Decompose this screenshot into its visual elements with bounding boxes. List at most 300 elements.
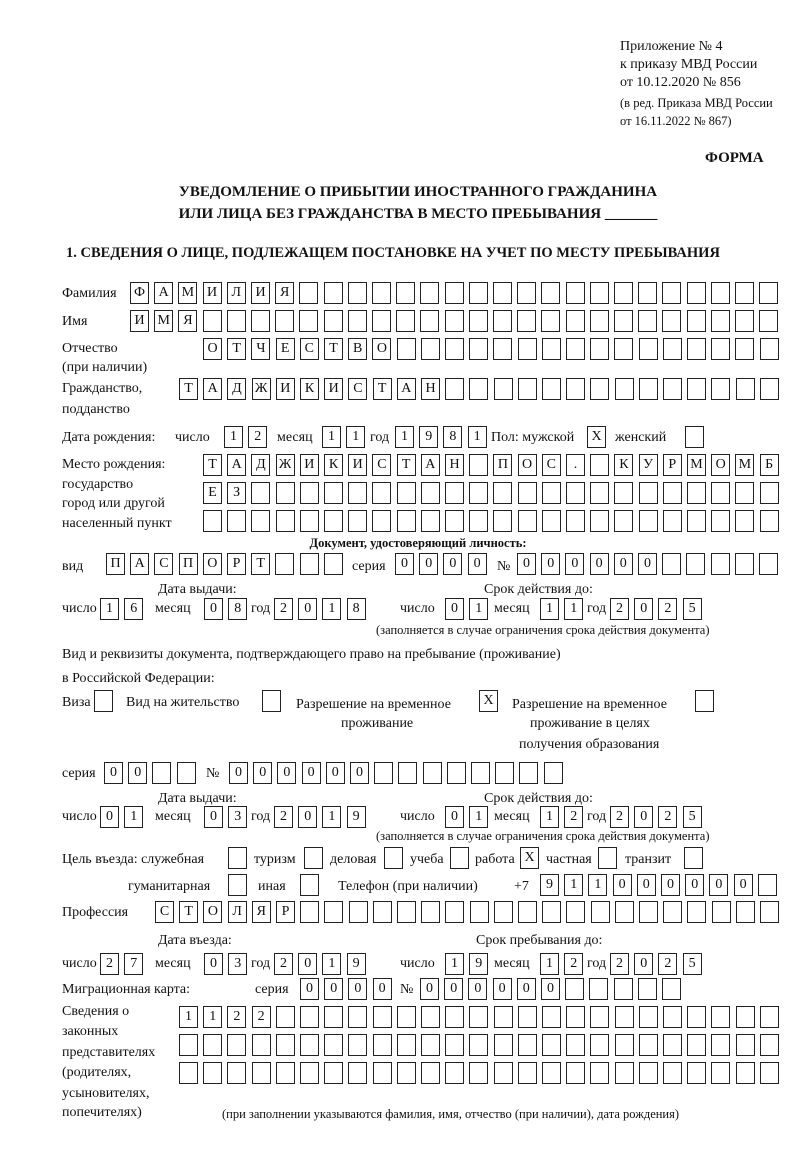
birthplace-line2-char-box[interactable]	[614, 482, 633, 504]
mc-number-char-box[interactable]: 0	[420, 978, 439, 1000]
birthplace-line3-char-box[interactable]	[227, 510, 246, 532]
mc-number-char-box[interactable]: 0	[444, 978, 463, 1000]
reps-line3-char-box[interactable]	[421, 1062, 440, 1084]
citizenship-char-box[interactable]	[736, 378, 755, 400]
birthplace-line3-char-box[interactable]	[421, 510, 440, 532]
reps-line2-char-box[interactable]	[566, 1034, 585, 1056]
reps-line1-char-box[interactable]	[276, 1006, 295, 1028]
citizenship-char-box[interactable]	[615, 378, 634, 400]
id-doc-year-char-box[interactable]: 8	[347, 598, 366, 620]
citizenship-char-box[interactable]	[639, 378, 658, 400]
id-doc-number-char-box[interactable]	[711, 553, 730, 575]
id-doc-kind-char-box[interactable]: Т	[251, 553, 270, 575]
profession-char-box[interactable]: Р	[276, 901, 295, 923]
profession-char-box[interactable]	[687, 901, 706, 923]
birthplace-line1-char-box[interactable]: Н	[445, 454, 464, 476]
reps-line2-char-box[interactable]	[494, 1034, 513, 1056]
reps-line1-char-box[interactable]: 1	[203, 1006, 222, 1028]
birthplace-line3-char-box[interactable]	[542, 510, 561, 532]
reps-line2-char-box[interactable]	[324, 1034, 343, 1056]
citizenship-char-box[interactable]: И	[276, 378, 295, 400]
reps-line3-char-box[interactable]	[687, 1062, 706, 1084]
birthplace-line1-char-box[interactable]: М	[687, 454, 706, 476]
entry-end-month-char-box[interactable]: 1	[540, 953, 559, 975]
birth-month-char-box[interactable]: 1	[322, 426, 341, 448]
id-doc-kind-char-box[interactable]: Р	[227, 553, 246, 575]
patronymic-char-box[interactable]	[445, 338, 464, 360]
res-doc-end-year-char-box[interactable]: 0	[634, 806, 653, 828]
id-doc-number-char-box[interactable]: 0	[614, 553, 633, 575]
surname-char-box[interactable]	[687, 282, 706, 304]
mc-number-char-box[interactable]	[589, 978, 608, 1000]
birthplace-line2-char-box[interactable]	[493, 482, 512, 504]
res-doc-number-char-box[interactable]	[519, 762, 538, 784]
surname-char-box[interactable]	[324, 282, 343, 304]
profession-char-box[interactable]	[736, 901, 755, 923]
citizenship-char-box[interactable]	[469, 378, 488, 400]
reps-line2-char-box[interactable]	[227, 1034, 246, 1056]
birthplace-line3-char-box[interactable]	[566, 510, 585, 532]
id-doc-series-char-box[interactable]: 0	[395, 553, 414, 575]
citizenship-char-box[interactable]	[542, 378, 561, 400]
res-doc-number-char-box[interactable]	[374, 762, 393, 784]
profession-char-box[interactable]	[615, 901, 634, 923]
birthplace-line3-char-box[interactable]	[518, 510, 537, 532]
surname-char-box[interactable]: Я	[275, 282, 294, 304]
mc-series-char-box[interactable]: 0	[324, 978, 343, 1000]
entry-end-year-char-box[interactable]: 5	[683, 953, 702, 975]
reps-line2-char-box[interactable]	[252, 1034, 271, 1056]
entry-day-char-box[interactable]: 2	[100, 953, 119, 975]
reps-line1-char-box[interactable]	[373, 1006, 392, 1028]
id-doc-number-char-box[interactable]	[686, 553, 705, 575]
mc-number-char-box[interactable]: 0	[541, 978, 560, 1000]
surname-char-box[interactable]	[348, 282, 367, 304]
entry-end-month-char-box[interactable]: 2	[564, 953, 583, 975]
name-char-box[interactable]	[203, 310, 222, 332]
citizenship-char-box[interactable]	[518, 378, 537, 400]
sex-male-checkbox[interactable]: X	[587, 426, 606, 448]
name-char-box[interactable]	[372, 310, 391, 332]
reps-line1-char-box[interactable]	[469, 1006, 488, 1028]
patronymic-char-box[interactable]: О	[203, 338, 222, 360]
profession-char-box[interactable]: С	[155, 901, 174, 923]
reps-line1-char-box[interactable]	[445, 1006, 464, 1028]
citizenship-char-box[interactable]	[663, 378, 682, 400]
reps-line2-char-box[interactable]	[445, 1034, 464, 1056]
res-doc-number-char-box[interactable]: 0	[229, 762, 248, 784]
birthplace-line1-char-box[interactable]: .	[566, 454, 585, 476]
birthplace-line1-char-box[interactable]: С	[542, 454, 561, 476]
reps-line3-char-box[interactable]	[179, 1062, 198, 1084]
reps-line3-char-box[interactable]	[227, 1062, 246, 1084]
citizenship-char-box[interactable]: Т	[373, 378, 392, 400]
profession-char-box[interactable]: Т	[179, 901, 198, 923]
res-doc-day-char-box[interactable]: 0	[100, 806, 119, 828]
res-doc-year-char-box[interactable]: 9	[347, 806, 366, 828]
surname-char-box[interactable]	[614, 282, 633, 304]
citizenship-char-box[interactable]: С	[348, 378, 367, 400]
mc-series-char-box[interactable]: 0	[373, 978, 392, 1000]
reps-line2-char-box[interactable]	[421, 1034, 440, 1056]
surname-char-box[interactable]	[662, 282, 681, 304]
birthplace-line1-char-box[interactable]: Ж	[276, 454, 295, 476]
birthplace-line3-char-box[interactable]	[251, 510, 270, 532]
reps-line3-char-box[interactable]	[736, 1062, 755, 1084]
purpose-business-checkbox[interactable]	[384, 847, 403, 869]
id-doc-number-char-box[interactable]	[735, 553, 754, 575]
reps-line1-char-box[interactable]: 2	[252, 1006, 271, 1028]
reps-line1-char-box[interactable]	[711, 1006, 730, 1028]
birthplace-line2-char-box[interactable]	[348, 482, 367, 504]
profession-char-box[interactable]	[445, 901, 464, 923]
reps-line3-char-box[interactable]	[203, 1062, 222, 1084]
phone-char-box[interactable]: 1	[564, 874, 583, 896]
surname-char-box[interactable]	[638, 282, 657, 304]
purpose-study-checkbox[interactable]	[450, 847, 469, 869]
purpose-other-checkbox[interactable]	[300, 874, 319, 896]
reps-line2-char-box[interactable]	[276, 1034, 295, 1056]
res-doc-year-char-box[interactable]: 1	[322, 806, 341, 828]
surname-char-box[interactable]: И	[203, 282, 222, 304]
reps-line2-char-box[interactable]	[760, 1034, 779, 1056]
patronymic-char-box[interactable]	[663, 338, 682, 360]
birthplace-line3-char-box[interactable]	[663, 510, 682, 532]
profession-char-box[interactable]	[494, 901, 513, 923]
id-doc-end-day-char-box[interactable]: 0	[445, 598, 464, 620]
reps-line3-char-box[interactable]	[373, 1062, 392, 1084]
id-doc-kind-char-box[interactable]: С	[154, 553, 173, 575]
id-doc-year-char-box[interactable]: 0	[298, 598, 317, 620]
id-doc-number-char-box[interactable]: 0	[541, 553, 560, 575]
res-doc-number-char-box[interactable]	[471, 762, 490, 784]
id-doc-kind-char-box[interactable]: О	[203, 553, 222, 575]
mc-number-char-box[interactable]	[614, 978, 633, 1000]
patronymic-char-box[interactable]	[493, 338, 512, 360]
birthplace-line2-char-box[interactable]	[324, 482, 343, 504]
entry-year-char-box[interactable]: 2	[274, 953, 293, 975]
patronymic-char-box[interactable]: О	[372, 338, 391, 360]
name-char-box[interactable]	[662, 310, 681, 332]
id-doc-month-char-box[interactable]: 0	[204, 598, 223, 620]
reps-line2-char-box[interactable]	[469, 1034, 488, 1056]
id-doc-month-char-box[interactable]: 8	[228, 598, 247, 620]
birthplace-line1-char-box[interactable]: И	[300, 454, 319, 476]
name-char-box[interactable]	[759, 310, 778, 332]
surname-char-box[interactable]	[711, 282, 730, 304]
birthplace-line1-char-box[interactable]: Д	[251, 454, 270, 476]
id-doc-end-month-char-box[interactable]: 1	[564, 598, 583, 620]
name-char-box[interactable]	[275, 310, 294, 332]
res-doc-month-char-box[interactable]: 3	[228, 806, 247, 828]
birthplace-line1-char-box[interactable]	[590, 454, 609, 476]
reps-line2-char-box[interactable]	[518, 1034, 537, 1056]
profession-char-box[interactable]	[591, 901, 610, 923]
reps-line2-char-box[interactable]	[590, 1034, 609, 1056]
res-doc-end-year-char-box[interactable]: 5	[683, 806, 702, 828]
profession-char-box[interactable]	[566, 901, 585, 923]
entry-year-char-box[interactable]: 0	[298, 953, 317, 975]
citizenship-char-box[interactable]	[687, 378, 706, 400]
patronymic-char-box[interactable]	[687, 338, 706, 360]
phone-char-box[interactable]: 9	[540, 874, 559, 896]
birthplace-line3-char-box[interactable]	[300, 510, 319, 532]
res-doc-number-char-box[interactable]	[495, 762, 514, 784]
id-doc-series-char-box[interactable]: 0	[468, 553, 487, 575]
citizenship-char-box[interactable]: Т	[179, 378, 198, 400]
surname-char-box[interactable]	[493, 282, 512, 304]
birthplace-line2-char-box[interactable]	[469, 482, 488, 504]
profession-char-box[interactable]	[300, 901, 319, 923]
surname-char-box[interactable]: И	[251, 282, 270, 304]
reps-line3-char-box[interactable]	[518, 1062, 537, 1084]
name-char-box[interactable]	[735, 310, 754, 332]
profession-char-box[interactable]	[349, 901, 368, 923]
birthplace-line3-char-box[interactable]	[735, 510, 754, 532]
birthplace-line3-char-box[interactable]	[445, 510, 464, 532]
id-doc-number-char-box[interactable]: 0	[565, 553, 584, 575]
birthplace-line3-char-box[interactable]	[348, 510, 367, 532]
reps-line2-char-box[interactable]	[348, 1034, 367, 1056]
birthplace-line1-char-box[interactable]: Т	[203, 454, 222, 476]
id-doc-end-year-char-box[interactable]: 2	[610, 598, 629, 620]
patronymic-char-box[interactable]: Т	[227, 338, 246, 360]
profession-char-box[interactable]	[373, 901, 392, 923]
profession-char-box[interactable]	[470, 901, 489, 923]
birthplace-line1-char-box[interactable]: Т	[397, 454, 416, 476]
id-doc-end-year-char-box[interactable]: 0	[634, 598, 653, 620]
reps-line2-char-box[interactable]	[397, 1034, 416, 1056]
mc-series-char-box[interactable]: 0	[348, 978, 367, 1000]
patronymic-char-box[interactable]	[614, 338, 633, 360]
birth-year-char-box[interactable]: 1	[468, 426, 487, 448]
birthplace-line1-char-box[interactable]	[469, 454, 488, 476]
surname-char-box[interactable]: А	[154, 282, 173, 304]
surname-char-box[interactable]	[445, 282, 464, 304]
res-doc-series-char-box[interactable]	[177, 762, 196, 784]
birthplace-line2-char-box[interactable]	[518, 482, 537, 504]
res-doc-end-day-char-box[interactable]: 1	[469, 806, 488, 828]
id-doc-year-char-box[interactable]: 2	[274, 598, 293, 620]
patronymic-char-box[interactable]: В	[348, 338, 367, 360]
res-doc-end-year-char-box[interactable]: 2	[610, 806, 629, 828]
name-char-box[interactable]	[541, 310, 560, 332]
citizenship-char-box[interactable]	[494, 378, 513, 400]
reps-line1-char-box[interactable]	[736, 1006, 755, 1028]
patronymic-char-box[interactable]	[566, 338, 585, 360]
birthplace-line1-char-box[interactable]: О	[711, 454, 730, 476]
res-doc-number-char-box[interactable]	[447, 762, 466, 784]
reps-line1-char-box[interactable]	[590, 1006, 609, 1028]
birthplace-line1-char-box[interactable]: К	[324, 454, 343, 476]
birthplace-line1-char-box[interactable]: Б	[760, 454, 779, 476]
citizenship-char-box[interactable]: А	[203, 378, 222, 400]
birthplace-line2-char-box[interactable]: З	[227, 482, 246, 504]
name-char-box[interactable]	[469, 310, 488, 332]
name-char-box[interactable]	[348, 310, 367, 332]
mc-series-char-box[interactable]: 0	[300, 978, 319, 1000]
res-doc-series-char-box[interactable]	[152, 762, 171, 784]
res-doc-number-char-box[interactable]: 0	[326, 762, 345, 784]
name-char-box[interactable]	[517, 310, 536, 332]
surname-char-box[interactable]	[517, 282, 536, 304]
res-doc-year-char-box[interactable]: 2	[274, 806, 293, 828]
reps-line3-char-box[interactable]	[711, 1062, 730, 1084]
birthplace-line3-char-box[interactable]	[203, 510, 222, 532]
phone-char-box[interactable]: 0	[637, 874, 656, 896]
citizenship-char-box[interactable]	[445, 378, 464, 400]
id-doc-series-char-box[interactable]: 0	[443, 553, 462, 575]
reps-line3-char-box[interactable]	[566, 1062, 585, 1084]
reps-line2-char-box[interactable]	[663, 1034, 682, 1056]
profession-char-box[interactable]	[760, 901, 779, 923]
surname-char-box[interactable]	[396, 282, 415, 304]
profession-char-box[interactable]	[712, 901, 731, 923]
birthplace-line2-char-box[interactable]	[276, 482, 295, 504]
birthplace-line3-char-box[interactable]	[760, 510, 779, 532]
patronymic-char-box[interactable]	[469, 338, 488, 360]
visa-checkbox[interactable]	[94, 690, 113, 712]
surname-char-box[interactable]	[759, 282, 778, 304]
id-doc-day-char-box[interactable]: 1	[100, 598, 119, 620]
temp-edu-checkbox[interactable]	[695, 690, 714, 712]
citizenship-char-box[interactable]: Н	[421, 378, 440, 400]
citizenship-char-box[interactable]: Ж	[252, 378, 271, 400]
patronymic-char-box[interactable]	[735, 338, 754, 360]
patronymic-char-box[interactable]	[397, 338, 416, 360]
reps-line1-char-box[interactable]	[421, 1006, 440, 1028]
patronymic-char-box[interactable]	[711, 338, 730, 360]
id-doc-kind-char-box[interactable]	[275, 553, 294, 575]
reps-line2-char-box[interactable]	[711, 1034, 730, 1056]
citizenship-char-box[interactable]: Д	[227, 378, 246, 400]
reps-line1-char-box[interactable]	[494, 1006, 513, 1028]
birthplace-line1-char-box[interactable]: О	[518, 454, 537, 476]
res-doc-end-month-char-box[interactable]: 2	[564, 806, 583, 828]
patronymic-char-box[interactable]: Е	[276, 338, 295, 360]
patronymic-char-box[interactable]: С	[300, 338, 319, 360]
birthplace-line2-char-box[interactable]	[542, 482, 561, 504]
res-doc-number-char-box[interactable]: 0	[350, 762, 369, 784]
name-char-box[interactable]	[420, 310, 439, 332]
birthplace-line1-char-box[interactable]: А	[227, 454, 246, 476]
surname-char-box[interactable]	[372, 282, 391, 304]
reps-line1-char-box[interactable]: 2	[227, 1006, 246, 1028]
reps-line2-char-box[interactable]	[687, 1034, 706, 1056]
res-doc-end-month-char-box[interactable]: 1	[540, 806, 559, 828]
entry-day-char-box[interactable]: 7	[124, 953, 143, 975]
mc-number-char-box[interactable]	[565, 978, 584, 1000]
birthplace-line2-char-box[interactable]	[687, 482, 706, 504]
birth-year-char-box[interactable]: 8	[443, 426, 462, 448]
purpose-transit-checkbox[interactable]	[684, 847, 703, 869]
residence-permit-checkbox[interactable]	[262, 690, 281, 712]
surname-char-box[interactable]	[566, 282, 585, 304]
surname-char-box[interactable]: Ф	[130, 282, 149, 304]
patronymic-char-box[interactable]	[590, 338, 609, 360]
surname-char-box[interactable]	[420, 282, 439, 304]
id-doc-kind-char-box[interactable]	[300, 553, 319, 575]
birth-month-char-box[interactable]: 1	[346, 426, 365, 448]
birthplace-line3-char-box[interactable]	[711, 510, 730, 532]
reps-line2-char-box[interactable]	[615, 1034, 634, 1056]
res-doc-number-char-box[interactable]	[423, 762, 442, 784]
profession-char-box[interactable]	[397, 901, 416, 923]
res-doc-series-char-box[interactable]: 0	[104, 762, 123, 784]
phone-char-box[interactable]: 0	[613, 874, 632, 896]
birthplace-line1-char-box[interactable]: А	[421, 454, 440, 476]
name-char-box[interactable]: И	[130, 310, 149, 332]
mc-number-char-box[interactable]: 0	[517, 978, 536, 1000]
id-doc-series-char-box[interactable]: 0	[419, 553, 438, 575]
patronymic-char-box[interactable]	[639, 338, 658, 360]
reps-line1-char-box[interactable]	[566, 1006, 585, 1028]
phone-char-box[interactable]: 0	[661, 874, 680, 896]
birthplace-line3-char-box[interactable]	[687, 510, 706, 532]
mc-number-char-box[interactable]: 0	[493, 978, 512, 1000]
entry-month-char-box[interactable]: 0	[204, 953, 223, 975]
birthplace-line2-char-box[interactable]	[735, 482, 754, 504]
birthplace-line3-char-box[interactable]	[276, 510, 295, 532]
purpose-humanitarian-checkbox[interactable]	[228, 874, 247, 896]
purpose-private-checkbox[interactable]	[598, 847, 617, 869]
name-char-box[interactable]	[251, 310, 270, 332]
patronymic-char-box[interactable]	[760, 338, 779, 360]
birthplace-line1-char-box[interactable]: И	[348, 454, 367, 476]
entry-end-year-char-box[interactable]: 2	[658, 953, 677, 975]
res-doc-number-char-box[interactable]: 0	[253, 762, 272, 784]
entry-year-char-box[interactable]: 1	[322, 953, 341, 975]
birthplace-line3-char-box[interactable]	[397, 510, 416, 532]
reps-line3-char-box[interactable]	[300, 1062, 319, 1084]
res-doc-number-char-box[interactable]	[398, 762, 417, 784]
phone-char-box[interactable]: 0	[734, 874, 753, 896]
res-doc-end-year-char-box[interactable]: 2	[658, 806, 677, 828]
id-doc-end-year-char-box[interactable]: 2	[658, 598, 677, 620]
birthplace-line1-char-box[interactable]: У	[639, 454, 658, 476]
profession-char-box[interactable]	[324, 901, 343, 923]
name-char-box[interactable]	[396, 310, 415, 332]
birthplace-line1-char-box[interactable]: К	[614, 454, 633, 476]
reps-line1-char-box[interactable]	[760, 1006, 779, 1028]
profession-char-box[interactable]	[639, 901, 658, 923]
name-char-box[interactable]	[711, 310, 730, 332]
birthplace-line2-char-box[interactable]	[663, 482, 682, 504]
name-char-box[interactable]	[614, 310, 633, 332]
reps-line1-char-box[interactable]	[615, 1006, 634, 1028]
phone-char-box[interactable]: 0	[709, 874, 728, 896]
phone-char-box[interactable]: 0	[685, 874, 704, 896]
reps-line1-char-box[interactable]	[397, 1006, 416, 1028]
name-char-box[interactable]	[299, 310, 318, 332]
name-char-box[interactable]	[227, 310, 246, 332]
surname-char-box[interactable]	[469, 282, 488, 304]
birthplace-line1-char-box[interactable]: М	[735, 454, 754, 476]
surname-char-box[interactable]	[590, 282, 609, 304]
purpose-official-checkbox[interactable]	[228, 847, 247, 869]
profession-char-box[interactable]: О	[203, 901, 222, 923]
birth-year-char-box[interactable]: 9	[419, 426, 438, 448]
reps-line3-char-box[interactable]	[615, 1062, 634, 1084]
res-doc-number-char-box[interactable]: 0	[302, 762, 321, 784]
birthplace-line1-char-box[interactable]: П	[493, 454, 512, 476]
reps-line1-char-box[interactable]	[687, 1006, 706, 1028]
reps-line3-char-box[interactable]	[324, 1062, 343, 1084]
profession-char-box[interactable]: Я	[252, 901, 271, 923]
name-char-box[interactable]	[493, 310, 512, 332]
reps-line1-char-box[interactable]	[348, 1006, 367, 1028]
sex-female-checkbox[interactable]	[685, 426, 704, 448]
